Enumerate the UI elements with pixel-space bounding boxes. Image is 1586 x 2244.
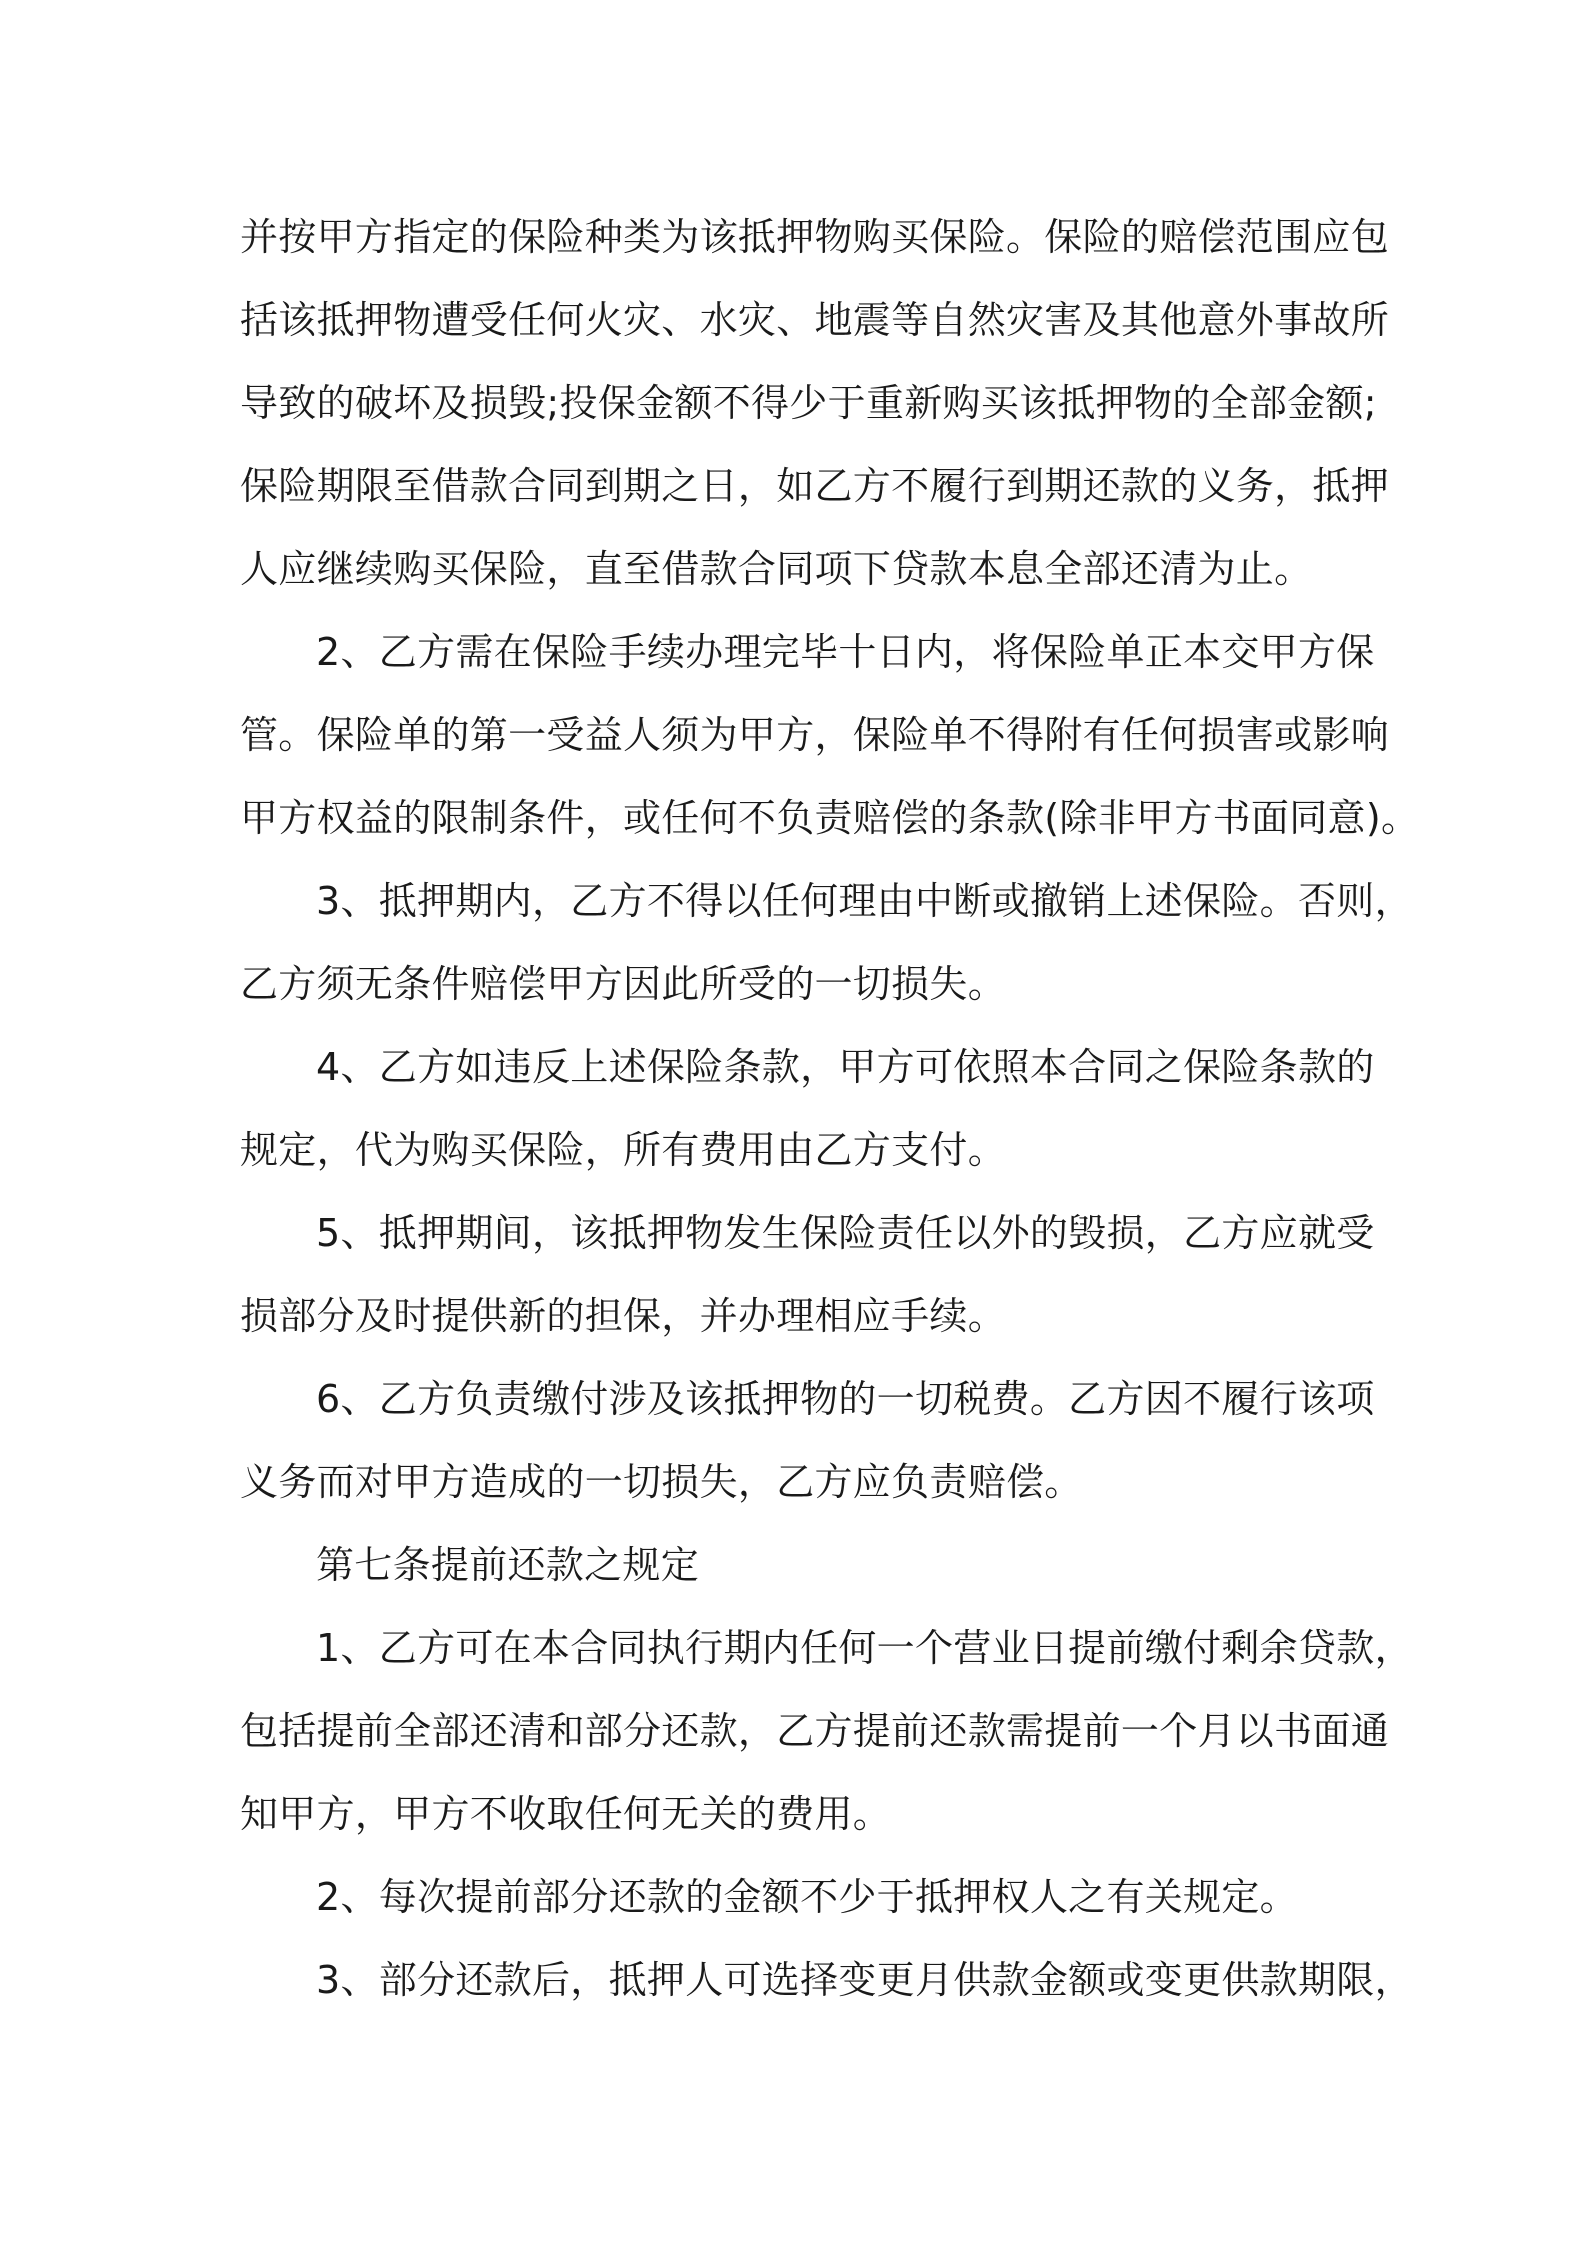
- text-line: 规定，代为购买保险，所有费用由乙方支付。: [240, 1128, 1007, 1172]
- text-line: 人应继续购买保险，直至借款合同项下贷款本息全部还清为止。: [240, 547, 1313, 591]
- text-line: 包括提前全部还清和部分还款，乙方提前还款需提前一个月以书面通: [240, 1709, 1390, 1753]
- text-line: 2、每次提前部分还款的金额不少于抵押权人之有关规定。: [316, 1875, 1298, 1919]
- text-line: 3、部分还款后，抵押人可选择变更月供款金额或变更供款期限，: [316, 1958, 1413, 2002]
- text-line: 3、抵押期内，乙方不得以任何理由中断或撤销上述保险。否则，: [316, 879, 1413, 923]
- text-line: 导致的破坏及损毁;投保金额不得少于重新购买该抵押物的全部金额;: [240, 381, 1377, 425]
- text-line: 4、乙方如违反上述保险条款，甲方可依照本合同之保险条款的: [316, 1045, 1375, 1089]
- text-line: 括该抵押物遭受任何火灾、水灾、地震等自然灾害及其他意外事故所: [240, 298, 1390, 342]
- text-line: 义务而对甲方造成的一切损失，乙方应负责赔偿。: [240, 1460, 1083, 1504]
- text-line: 保险期限至借款合同到期之日，如乙方不履行到期还款的义务，抵押: [240, 464, 1390, 508]
- text-line: 管。保险单的第一受益人须为甲方，保险单不得附有任何损害或影响: [240, 713, 1390, 757]
- text-line: 知甲方，甲方不收取任何无关的费用。: [240, 1792, 892, 1836]
- text-line: 6、乙方负责缴付涉及该抵押物的一切税费。乙方因不履行该项: [316, 1377, 1375, 1421]
- section-heading: 第七条提前还款之规定: [316, 1543, 700, 1587]
- text-line: 并按甲方指定的保险种类为该抵押物购买保险。保险的赔偿范围应包: [240, 215, 1390, 259]
- document-body: [240, 196, 1420, 2022]
- text-line: 2、乙方需在保险手续办理完毕十日内，将保险单正本交甲方保: [316, 630, 1375, 674]
- text-line: 1、乙方可在本合同执行期内任何一个营业日提前缴付剩余贷款，: [316, 1626, 1413, 1670]
- text-line: 乙方须无条件赔偿甲方因此所受的一切损失。: [240, 962, 1007, 1006]
- text-line: 5、抵押期间，该抵押物发生保险责任以外的毁损，乙方应就受: [316, 1211, 1375, 1255]
- text-line: 甲方权益的限制条件，或任何不负责赔偿的条款(除非甲方书面同意)。: [240, 796, 1420, 840]
- text-line: 损部分及时提供新的担保，并办理相应手续。: [240, 1294, 1007, 1338]
